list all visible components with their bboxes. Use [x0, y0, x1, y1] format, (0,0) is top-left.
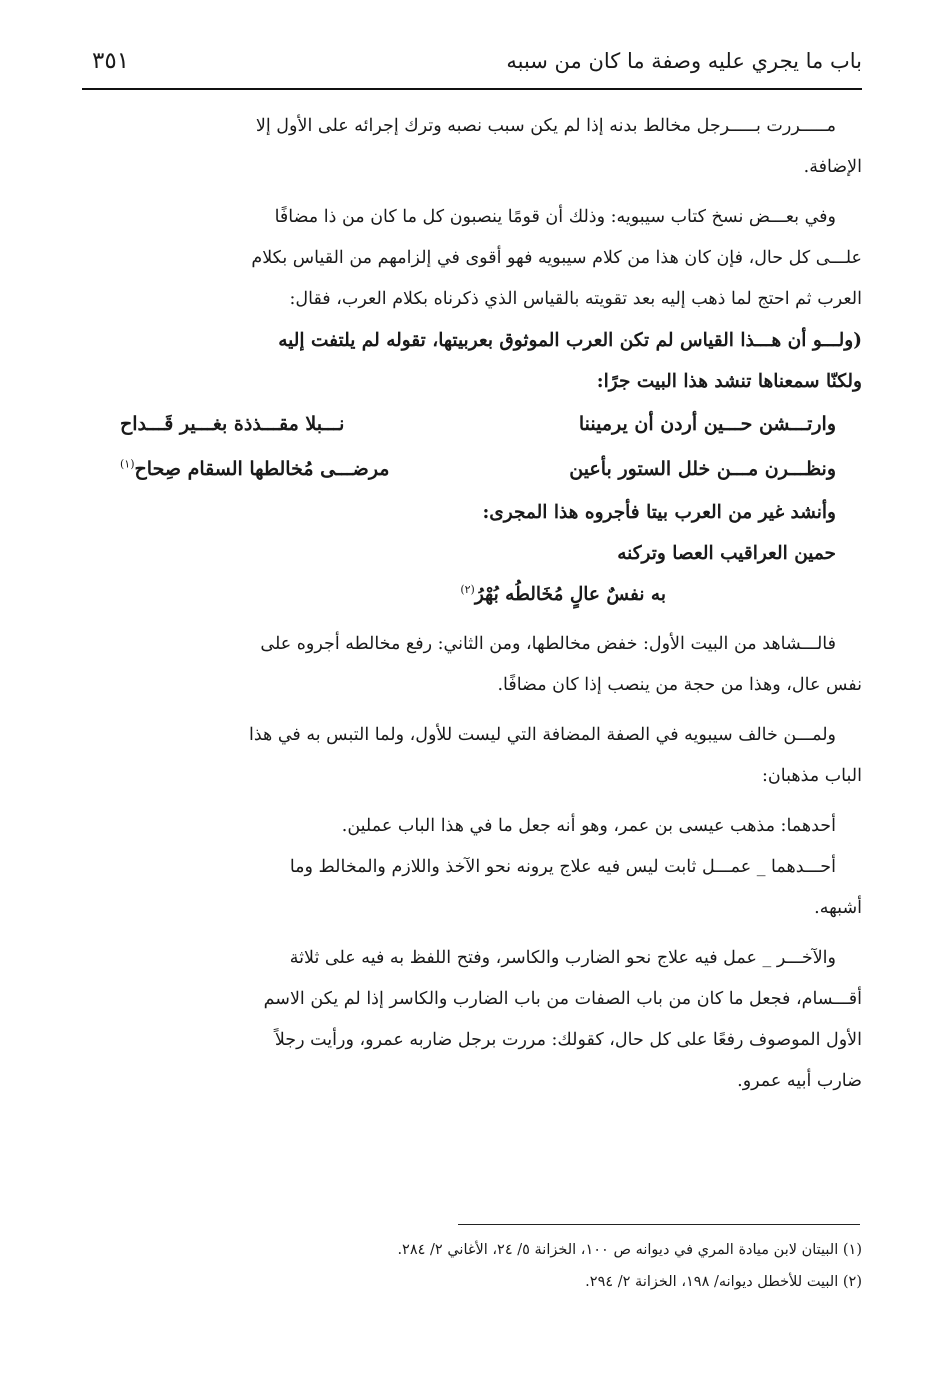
footnote-2: (٢) البيت للأخطل ديوانه/ ١٩٨، الخزانة ٢/ ٢٩٤.: [585, 1274, 862, 1290]
paragraph-7: [82, 847, 862, 929]
footnotes: [82, 1234, 862, 1298]
text-line: والآخـــر _ عمل فيه علاج نحو الضارب والكاسر، وفتح اللفظ به فيه على ثلاثة: [289, 948, 836, 968]
text-line: العرب ثم احتج لما ذهب إليه بعد تقويته بالقياس الذي ذكرناه بكلام العرب، فقال:: [289, 289, 862, 309]
text-line: ضارب أبيه عمرو.: [737, 1071, 862, 1091]
text-line: الأول الموصوف رفعًا على كل حال، كقولك: مررت برجل ضاربه عمرو، ورأيت رجلاً: [274, 1030, 862, 1050]
text-line: ولمـــن خالف سيبويه في الصفة المضافة التي ليست للأول، ولما التبس به في هذا: [249, 725, 836, 745]
footnote-marker: (٢): [460, 582, 475, 596]
page-body: [82, 106, 862, 1102]
verse-hemistich-second: نـــبلا مقـــذذة بغـــير قَـــداح: [120, 413, 345, 435]
text-line: فالـــشاهد من البيت الأول: خفض مخالطها، ومن الثاني: رفع مخالطه أجروه على: [260, 634, 836, 654]
verse-hemistich-second: [120, 447, 420, 492]
paragraph-1: [82, 106, 862, 188]
footnote-rule: [458, 1224, 860, 1225]
text-line: وفي بعـــض نسخ كتاب سيبويه: وذلك أن قومًا ينصبون كل ما كان من ذا مضافًا: [274, 207, 836, 227]
text-line: الباب مذهبان:: [762, 766, 862, 786]
verse-hemistich-first: وارتـــشن حـــين أردن أن يرميننا: [578, 413, 836, 435]
verse-block: [82, 402, 862, 492]
text-line: مـــــررت بـــــرجل مخالط بدنه إذا لم يكن سبب نصبه وترك إجرائه على الأول إلا: [255, 116, 836, 136]
verse-line: [82, 574, 862, 615]
text-line: أحـــدهما _ عمـــل ثابت ليس فيه علاج يرونه نحو الآخذ واللازم والمخالط وما: [289, 857, 836, 877]
quotation: [82, 320, 862, 402]
verse-line: حمين العراقيب العصا وتركنه: [617, 543, 836, 564]
verse-line: [82, 447, 862, 492]
quote-line: (ولـــو أن هـــذا القياس لم تكن العرب الموثوق بعربيتها، تقوله لم يلتفت إليه: [278, 330, 862, 351]
verse-text: مرضـــى مُخالطها السقام صِحاح: [134, 458, 390, 480]
text-line: علـــى كل حال، فإن كان هذا من كلام سيبويه فهو أقوى في إلزامهم من القياس بكلام: [251, 248, 862, 268]
footnote-marker: (١): [120, 457, 135, 471]
text-line: أشبهه.: [814, 898, 862, 918]
verse-line: [82, 402, 862, 447]
text-line: أقـــسام، فجعل ما كان من باب الصفات من باب الضارب والكاسر إذا لم يكن الاسم: [263, 989, 862, 1009]
paragraph-5: [82, 715, 862, 797]
verse-text: به نفسٌ عالٍ مُخَالطُه بُهْرُ: [474, 584, 666, 605]
quote-line: ولكنّا سمعناها تنشد هذا البيت جرًا:: [596, 371, 862, 392]
page-number: ٣٥١: [92, 48, 130, 74]
chapter-title: باب ما يجري عليه وصفة ما كان من سببه: [506, 49, 862, 73]
intro-line: وأنشد غير من العرب بيتا فأجروه هذا المجرى:: [482, 502, 836, 523]
verse-hemistich-first: ونظـــرن مـــن خلل الستور بأعين: [569, 458, 836, 480]
paragraph-4: [82, 624, 862, 706]
paragraph-6: أحدهما: مذهب عيسى بن عمر، وهو أنه جعل ما في هذا الباب عملين.: [341, 816, 836, 836]
text-line: الإضافة.: [803, 157, 862, 177]
running-header: [82, 44, 862, 78]
paragraph-2: [82, 197, 862, 320]
footnote-1: (١) البيتان لابن ميادة المري في ديوانه ص ١٠٠، الخزانة ٥/ ٢٤، الأغاني ٢/ ٢٨٤.: [397, 1242, 862, 1258]
header-rule: [82, 88, 862, 90]
text-line: نفس عال، وهذا من حجة من ينصب إذا كان مضافًا.: [497, 675, 862, 695]
paragraph-8: [82, 938, 862, 1102]
book-page: [82, 30, 862, 1360]
